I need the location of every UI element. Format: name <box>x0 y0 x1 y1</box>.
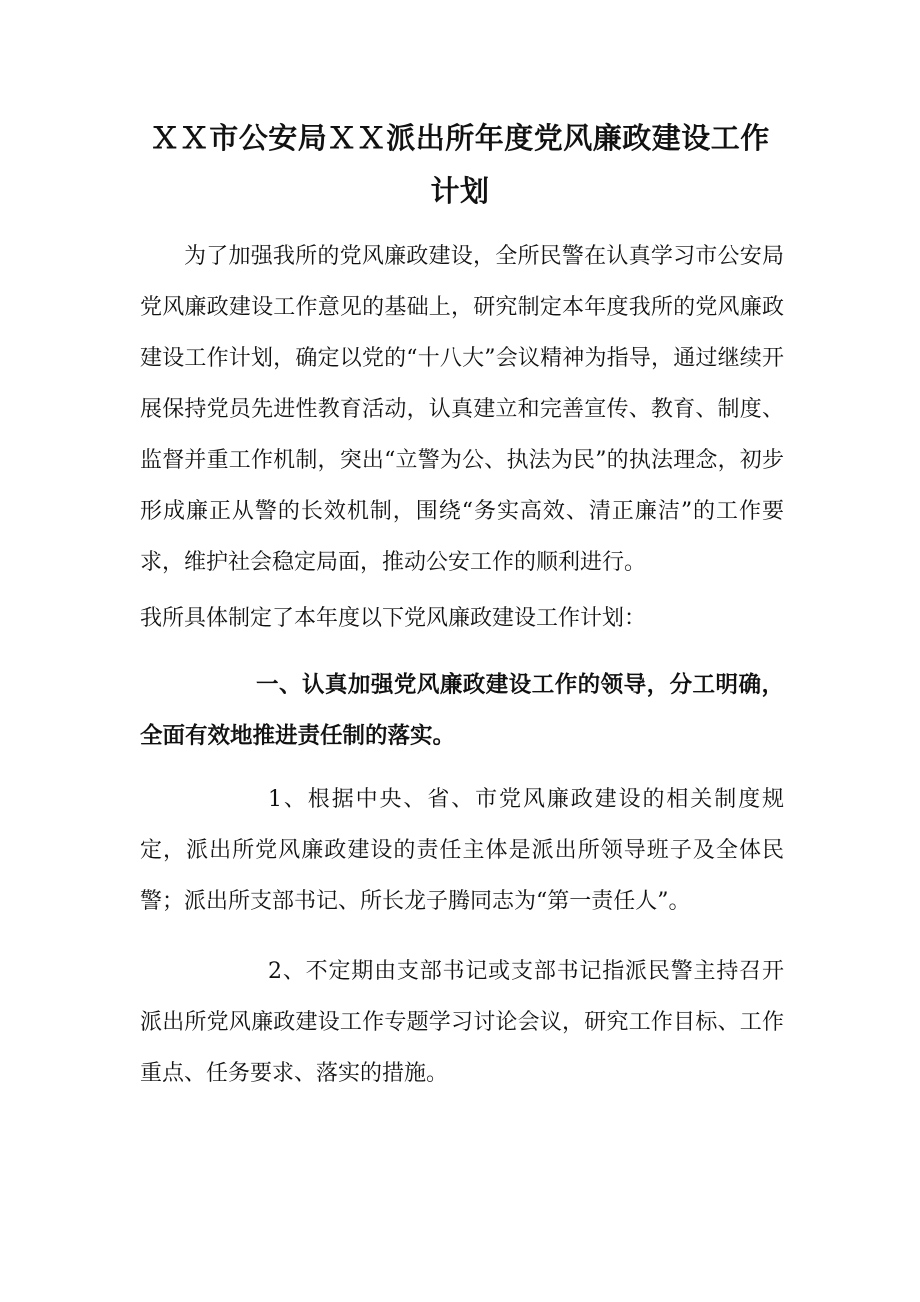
document-title: ＸＸ市公安局ＸＸ派出所年度党风廉政建设工作计划 <box>150 121 770 208</box>
intro-paragraph: 为了加强我所的党风廉政建设，全所民警在认真学习市公安局党风廉政建设工作意见的基础上，研究制定本年度我所的党风廉政建设工作计划，确定以党的“十八大”会议精神为指导，通过继续开展保持党员先进性教育活动，认真建立和完善宣传、教育、制度、监督并重工作机制，突出“立警为公、执法为民”的执法理念，初步形成廉正从警的长效机制，围绕“务实高效、清正廉洁”的工作要求，维护社会稳定局面，推动公安工作的顺利进行。 <box>140 244 784 575</box>
section-1-item-1: 1、根据中央、省、市党风廉政建设的相关制度规定，派出所党风廉政建设的责任主体是派出所领导班子及全体民警；派出所支部书记、所长龙子腾同志为“第一责任人”。 <box>140 787 784 914</box>
plan-lead-paragraph: 我所具体制定了本年度以下党风廉政建设工作计划： <box>140 606 647 631</box>
section-1-heading: 一、认真加强党风廉政建设工作的领导，分工明确，全面有效地推进责任制的落实。 <box>140 672 784 749</box>
section-1-item-2: 2、不定期由支部书记或支部书记指派民警主持召开派出所党风廉政建设工作专题学习讨论会议，研究工作目标、工作重点、任务要求、落实的措施。 <box>140 959 784 1086</box>
